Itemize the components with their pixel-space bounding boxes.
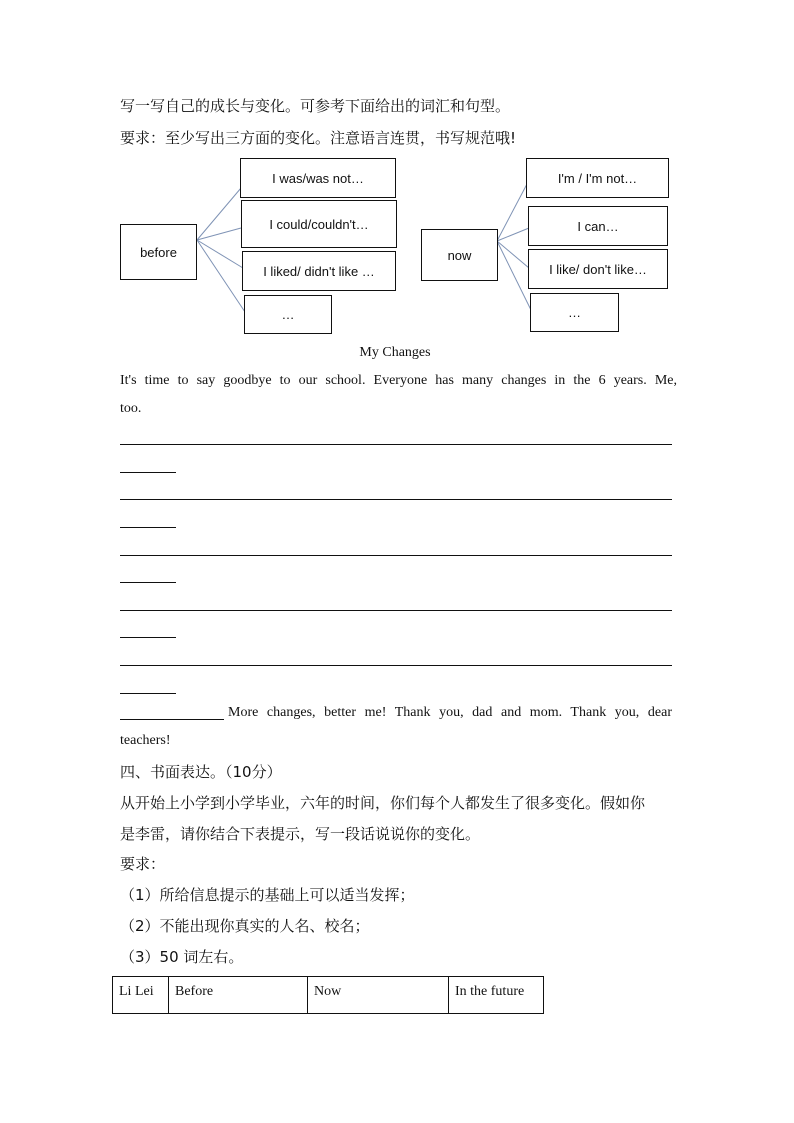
section4-requirement-1: （1）所给信息提示的基础上可以适当发挥；: [120, 886, 415, 904]
writing-line-short[interactable]: [120, 637, 176, 638]
mindmap-now-branch-1: I'm / I'm not…: [526, 158, 669, 198]
writing-line-short[interactable]: [120, 693, 176, 694]
instruction-line-2: 要求：至少写出三方面的变化。注意语言连贯，书写规范哦!: [120, 129, 517, 147]
connector-line: [497, 184, 527, 241]
table-header-name: Li Lei: [113, 977, 169, 1014]
info-table: [112, 976, 544, 1014]
mindmap-before-branch-2: I could/couldn't…: [241, 200, 397, 248]
section4-prompt-line-2: 是李雷，请你结合下表提示，写一段话说说你的变化。: [120, 825, 481, 843]
writing-line[interactable]: [120, 555, 672, 556]
table-header-now: Now: [308, 977, 449, 1014]
mindmap-before-branch-3: I liked/ didn't like …: [242, 251, 396, 291]
essay-closing-line-1: More changes, better me! Thank you, dad and mom. Thank you, dear: [228, 705, 672, 720]
mindmap-before-branch-4: …: [244, 295, 332, 334]
connector-line: [497, 228, 529, 241]
mindmap-before-branch-1: I was/was not…: [240, 158, 396, 198]
mindmap-connectors: [0, 0, 794, 360]
table-header-future: In the future: [449, 977, 544, 1014]
writing-line-short[interactable]: [120, 472, 176, 473]
writing-line[interactable]: [120, 499, 672, 500]
writing-line-short[interactable]: [120, 582, 176, 583]
mindmap-now-branch-3: I like/ don't like…: [528, 249, 668, 289]
table-row: [113, 977, 544, 1014]
section4-requirements-label: 要求：: [120, 855, 166, 873]
section4-prompt-line-1: 从开始上小学到小学毕业，六年的时间，你们每个人都发生了很多变化。假如你: [120, 794, 646, 812]
writing-line-short[interactable]: [120, 527, 176, 528]
essay-closing-line-2: teachers!: [120, 733, 171, 748]
connector-line: [497, 241, 531, 310]
table-header-before: Before: [169, 977, 308, 1014]
essay-intro-line-1: It's time to say goodbye to our school. Everyone has many changes in the 6 years. Me,: [120, 373, 677, 388]
closing-blank-line[interactable]: [120, 719, 224, 720]
instruction-line-1: 写一写自己的成长与变化。可参考下面给出的词汇和句型。: [120, 97, 511, 115]
connector-line: [197, 228, 241, 240]
mindmap-now-center: now: [421, 229, 498, 281]
essay-intro-line-2: too.: [120, 401, 142, 416]
essay-title: My Changes: [359, 345, 431, 360]
section4-requirement-2: （2）不能出现你真实的人名、校名；: [120, 917, 370, 935]
connector-line: [197, 188, 241, 240]
mindmap-before-center: before: [120, 224, 197, 280]
section4-heading: 四、书面表达。（10分）: [120, 763, 282, 781]
connector-line: [197, 240, 243, 268]
writing-line[interactable]: [120, 444, 672, 445]
writing-line[interactable]: [120, 610, 672, 611]
mindmap-now-branch-4: …: [530, 293, 619, 332]
writing-line[interactable]: [120, 665, 672, 666]
connector-line: [497, 241, 529, 268]
section4-requirement-3: （3）50 词左右。: [120, 948, 244, 966]
connector-line: [197, 240, 245, 312]
mindmap-now-branch-2: I can…: [528, 206, 668, 246]
